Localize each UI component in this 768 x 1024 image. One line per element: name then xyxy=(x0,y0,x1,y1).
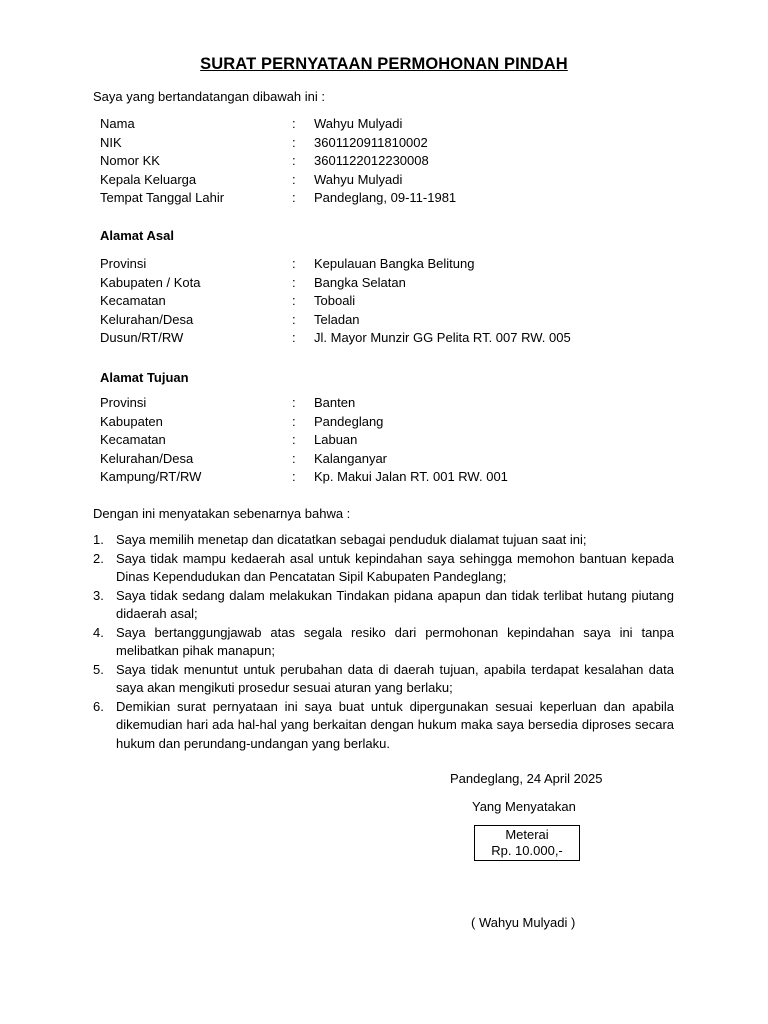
field-row-kampung xyxy=(100,468,700,487)
field-row-nik xyxy=(100,134,700,153)
field-label: Provinsi xyxy=(100,395,147,410)
field-colon: : xyxy=(292,432,296,447)
origin-address-section xyxy=(100,255,700,348)
field-label: Kabupaten / Kota xyxy=(100,274,201,290)
field-row-kecamatan xyxy=(100,292,700,311)
field-row-kabupaten xyxy=(100,413,700,432)
field-label: Kelurahan/Desa xyxy=(100,311,194,327)
stamp-duty-label: Meterai xyxy=(505,827,549,842)
destination-address-section xyxy=(100,394,700,487)
stamp-duty-amount: Rp. 10.000,- xyxy=(491,843,563,858)
destination-address-heading: Alamat Tujuan xyxy=(100,370,189,385)
field-value: Kepulauan Bangka Belitung xyxy=(314,256,475,271)
field-row-kepala-keluarga xyxy=(100,171,700,190)
field-colon: : xyxy=(292,171,296,187)
list-item-number: 3. xyxy=(93,587,104,603)
field-colon: : xyxy=(292,153,296,168)
field-colon: : xyxy=(292,134,296,150)
document-title: SURAT PERNYATAAN PERMOHONAN PINDAH xyxy=(200,55,568,73)
field-value: Jl. Mayor Munzir GG Pelita RT. 007 RW. 005 xyxy=(314,330,571,345)
field-label: Tempat Tanggal Lahir xyxy=(100,190,225,205)
field-row-kabupaten xyxy=(100,274,700,293)
field-label: Kecamatan xyxy=(100,293,166,308)
list-item-text: Saya bertanggungjawab atas segala resiko dari permohonan kepindahan saya ini tanpa melibatkan pihak manapun; xyxy=(116,624,674,658)
field-value: Pandeglang xyxy=(314,413,384,429)
list-item-number: 1. xyxy=(93,532,104,547)
stamp-duty-box xyxy=(474,825,580,861)
field-value: Pandeglang, 09-11-1981 xyxy=(314,190,457,205)
field-label: Nomor KK xyxy=(100,153,160,168)
field-colon: : xyxy=(292,116,296,131)
field-colon: : xyxy=(292,256,296,271)
field-colon: : xyxy=(292,450,296,466)
list-item-number: 4. xyxy=(93,624,104,640)
place-date: Pandeglang, 24 April 2025 xyxy=(450,771,603,786)
field-value: Teladan xyxy=(314,311,360,327)
field-label: Nama xyxy=(100,116,135,131)
field-row-ttl xyxy=(100,189,700,208)
field-value: Kalanganyar xyxy=(314,450,387,466)
list-item-number: 5. xyxy=(93,661,104,677)
field-label: NIK xyxy=(100,134,122,150)
field-row-nomor-kk xyxy=(100,152,700,171)
field-row-provinsi xyxy=(100,394,700,413)
field-label: Provinsi xyxy=(100,256,147,271)
list-item-text: Saya memilih menetap dan dicatatkan sebagai penduduk dialamat tujuan saat ini; xyxy=(116,532,587,547)
list-item-text: Saya tidak sedang dalam melakukan Tindakan pidana apapun dan tidak terlibat hutang piutang didaerah asal; xyxy=(116,587,674,621)
field-row-provinsi xyxy=(100,255,700,274)
field-colon: : xyxy=(292,190,296,205)
field-row-kecamatan xyxy=(100,431,700,450)
field-value: Banten xyxy=(314,395,356,410)
field-colon: : xyxy=(292,330,296,345)
list-item xyxy=(93,550,674,587)
list-item-text: Saya tidak mampu kedaerah asal untuk kepindahan saya sehingga memohon bantuan kepada Dinas Kependudukan dan Pencatatan Sipil Kabupaten Pandeglang; xyxy=(116,550,674,584)
field-row-kelurahan xyxy=(100,311,700,330)
field-colon: : xyxy=(292,274,296,290)
field-value: 3601120911810002 xyxy=(314,134,428,150)
field-colon: : xyxy=(292,311,296,327)
personal-data-section xyxy=(100,115,700,208)
signer-title: Yang Menyatakan xyxy=(472,799,576,814)
field-label: Kecamatan xyxy=(100,432,166,447)
field-colon: : xyxy=(292,469,296,484)
field-label: Kelurahan/Desa xyxy=(100,450,194,466)
field-colon: : xyxy=(292,293,296,308)
field-value: Wahyu Mulyadi xyxy=(314,116,403,131)
field-label: Kabupaten xyxy=(100,413,163,429)
field-value: Wahyu Mulyadi xyxy=(314,171,403,187)
list-item-number: 2. xyxy=(93,550,104,566)
field-colon: : xyxy=(292,413,296,429)
field-colon: : xyxy=(292,395,296,410)
field-row-nama xyxy=(100,115,700,134)
list-item-text: Demikian surat pernyataan ini saya buat untuk dipergunakan sesuai keperluan dan apabila dikemudian hari ada hal-hal yang berkaitan dengan hukum maka saya bersedia diproses secara hukum dan perundang-undangan yang berlaku. xyxy=(116,698,674,751)
list-item xyxy=(93,624,674,661)
list-item xyxy=(93,587,674,624)
field-label: Kampung/RT/RW xyxy=(100,469,202,484)
field-value: 3601122012230008 xyxy=(314,153,429,168)
statement-intro: Dengan ini menyatakan sebenarnya bahwa : xyxy=(93,506,351,521)
field-value: Kp. Makui Jalan RT. 001 RW. 001 xyxy=(314,469,508,484)
intro-text: Saya yang bertandatangan dibawah ini : xyxy=(93,89,326,104)
list-item xyxy=(93,531,674,550)
field-row-kelurahan xyxy=(100,450,700,469)
statement-list xyxy=(93,531,674,753)
list-item-text: Saya tidak menuntut untuk perubahan data di daerah tujuan, apabila terdapat kesalahan data saya akan mengikuti prosedur sesuai aturan yang berlaku; xyxy=(116,661,674,695)
field-value: Labuan xyxy=(314,432,358,447)
field-value: Bangka Selatan xyxy=(314,274,406,290)
field-row-dusun xyxy=(100,329,700,348)
list-item-number: 6. xyxy=(93,698,104,714)
field-value: Toboali xyxy=(314,293,356,308)
signer-name: ( Wahyu Mulyadi ) xyxy=(471,915,576,930)
field-label: Kepala Keluarga xyxy=(100,171,197,187)
field-label: Dusun/RT/RW xyxy=(100,330,184,345)
list-item xyxy=(93,661,674,698)
list-item xyxy=(93,698,674,754)
origin-address-heading: Alamat Asal xyxy=(100,228,174,243)
